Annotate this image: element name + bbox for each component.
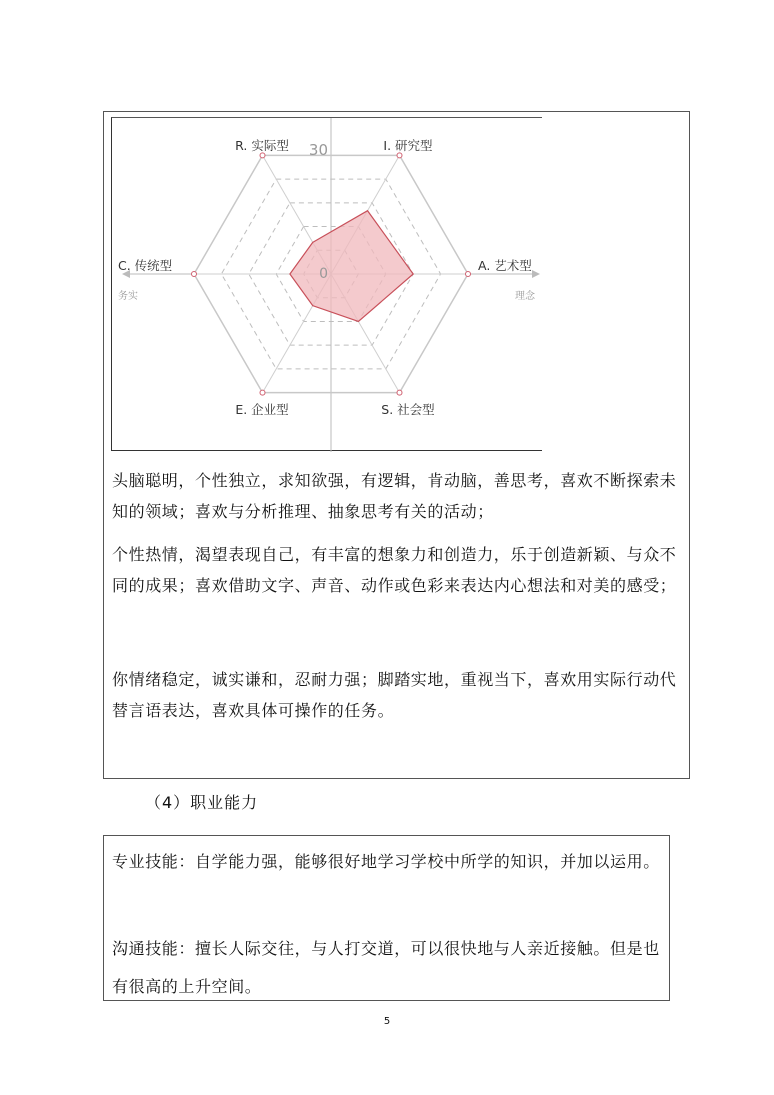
data-area (290, 211, 413, 322)
right-arrow-icon (532, 270, 540, 278)
vertex-marker (397, 153, 402, 158)
communication-skill-text: 沟通技能：擅长人际交往，与人打交道，可以很快地与人亲近接触。但是也有很高的上升空间。 (112, 939, 660, 996)
section-heading: （4）职业能力 (145, 793, 259, 812)
vertex-marker (466, 272, 471, 277)
professional-skill-text: 专业技能：自学能力强，能够很好地学习学校中所学的知识，并加以运用。 (112, 852, 660, 871)
vertex-marker (260, 153, 265, 158)
holland-radar-chart (111, 117, 542, 451)
axis-label: S. 社会型 (381, 402, 435, 417)
radar-svg (112, 118, 543, 452)
axis-label: E. 企业型 (235, 402, 289, 417)
paragraph-investigative: 头脑聪明，个性独立，求知欲强，有逻辑，肯动脑，善思考，喜欢不断探索未知的领域；喜欢与分析推理、抽象思考有关的活动； (112, 471, 677, 521)
vertex-marker (192, 272, 197, 277)
ability-table-box (103, 835, 670, 1001)
vertex-marker (260, 390, 265, 395)
axis-label: I. 研究型 (383, 138, 433, 153)
scale-min-label: 0 (319, 266, 328, 282)
scale-max-label: 30 (308, 141, 328, 159)
axis-label: C. 传统型 (118, 258, 173, 273)
page-number: 5 (383, 1016, 391, 1027)
paragraph-artistic: 个性热情，渴望表现自己，有丰富的想象力和创造力，乐于创造新颖、与众不同的成果；喜欢借助文字、声音、动作或色彩来表达内心想法和对美的感受； (112, 545, 677, 595)
left-pole-label: 务实 (118, 291, 138, 302)
axis-label: A. 艺术型 (478, 258, 532, 273)
paragraph-realistic: 你情绪稳定，诚实谦和，忍耐力强；脚踏实地，重视当下，喜欢用实际行动代替言语表达，喜欢具体可操作的任务。 (112, 670, 677, 720)
right-pole-label: 理念 (515, 291, 535, 302)
vertex-marker (397, 390, 402, 395)
axis-label: R. 实际型 (235, 138, 289, 153)
